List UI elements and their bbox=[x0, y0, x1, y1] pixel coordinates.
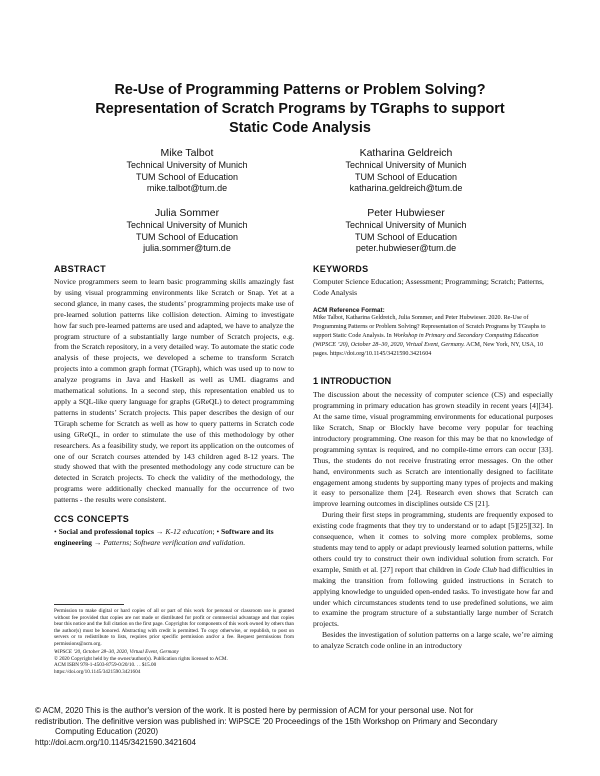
copyright-line: © 2020 Copyright held by the owner/author(s). Publication rights licensed to ACM. bbox=[54, 655, 228, 662]
ccs-subtopic: Patterns; Software verification and validation bbox=[103, 537, 244, 547]
author-affiliation: Technical University of Munich bbox=[345, 220, 467, 230]
acm-reference bbox=[313, 314, 553, 359]
author-block bbox=[87, 206, 287, 255]
ccs-subtopic: K-12 education bbox=[165, 527, 213, 537]
author-block bbox=[306, 206, 506, 255]
acm-reference-venue: Workshop in Primary and Secondary Computing Education (WiPSCE ’20), October 28–30, 2020, Virtual Event, Germany. bbox=[313, 333, 539, 349]
right-column bbox=[313, 264, 553, 652]
author-email: peter.hubwieser@tum.de bbox=[355, 243, 457, 253]
abstract-text bbox=[54, 277, 294, 506]
acm-reference-heading: ACM Reference Format: bbox=[313, 306, 385, 314]
author-email: mike.talbot@tum.de bbox=[146, 183, 228, 193]
author-school: TUM School of Education bbox=[354, 171, 458, 182]
permission-text: Permission to make digital or hard copies of all or part of this work for personal or classroom use is granted without fee provided that copies are not made or distributed for profit or commercial advantage and that copies bear this notice and the full citation on the first page. Copyrights for components of this work owned by others than the author(s) must be honored. Abstracting with credit is permitted. To copy otherwise, or republish, to post on servers or to redistribute to lists, requires prior specific permission and/or a fee. Request permissions from permissions@acm.org. bbox=[54, 608, 294, 647]
ccs-heading: CCS CONCEPTS bbox=[54, 514, 130, 525]
intro-paragraph: The discussion about the necessity of computer science (CS) and especially programming in primary education has grown steadily in recent years [4][34]. At the same time, visual programming environments for educational purposes like Scratch, Snap or Blockly have become very popular for teaching introductory programming. One reason for this may be that no knowledge of programming syntax is required, and no compile-time errors can occur [33]. Thus, the students do not receive frustrating error messages. On the other hand, environments such as Scratch are intentionally designed to facilitate engagement among students by supporting many types of projects and making it easy to personalize them [24]. Research even shows that Scratch can improve learning outcomes in disciplines outside CS [21]. bbox=[313, 390, 553, 509]
author-school: TUM School of Education bbox=[135, 171, 239, 182]
author-block bbox=[87, 146, 287, 195]
author-name: Julia Sommer bbox=[154, 207, 220, 219]
author-name: Peter Hubwieser bbox=[367, 207, 445, 219]
author-affiliation: Technical University of Munich bbox=[126, 220, 248, 230]
paper-title bbox=[40, 81, 560, 138]
author-email: julia.sommer@tum.de bbox=[143, 243, 231, 253]
introduction-text bbox=[313, 390, 553, 652]
title-line: Representation of Scratch Programs by TGraphs to support bbox=[95, 101, 505, 117]
author-affiliation: Technical University of Munich bbox=[345, 160, 467, 170]
doi-line: https://doi.org/10.1145/3421590.3421604 bbox=[54, 668, 141, 675]
ccs-topic: Social and professional topics bbox=[58, 527, 154, 537]
permission-block bbox=[54, 604, 294, 675]
title-line: Re-Use of Programming Patterns or Problem Solving? bbox=[114, 82, 486, 98]
author-name: Mike Talbot bbox=[160, 147, 214, 159]
author-school: TUM School of Education bbox=[135, 231, 239, 242]
footnote-rule bbox=[54, 604, 124, 605]
author-affiliation: Technical University of Munich bbox=[126, 160, 248, 170]
footer-line: Computing Education (2020) bbox=[55, 727, 159, 737]
keywords-heading: KEYWORDS bbox=[313, 264, 369, 274]
abstract-paragraph: Novice programmers seem to learn basic programming skills amazingly fast by using visual programming environments like Scratch or Snap. Yet at a second glance, in many cases, the students’ programming projects make use of pre-learned solution patterns like collision detection. Aiming to investigate how far such pre-learned patterns are used and adapted, we have to analyze the program structure of a substantially large number of Scratch projects, e.g. from the Scratch repository, in a very detailed way. To automate the static code analysis of these projects, we developed a scheme to transform Scratch projects into a common graph format (TGraph), which was used up to now to analyze programs in Java and Haskell as well as UML diagrams and mathematical solutions. In a second step, this representation enabled us to apply a SQL-like query language for graphs (GReQL) to detect programming patterns in students’ Scratch projects. This paper describes the design of our TGraph scheme for Scratch as well as how to query patterns in Scratch code using GReQL, in order to stimulate the use of this methodology by other researchers. As a feasibility study, we report its application on the outcomes of one of our Scratch courses attended by 143 children aged 8-12 years. The study showed that with the presented methodology any code structure can be detected in Scratch projects. To check the validity of the methodology, the programs were additionally checked manually for the occurrence of two patterns - the results were consistent. bbox=[54, 277, 294, 505]
introduction-heading: 1 INTRODUCTION bbox=[313, 376, 392, 387]
ccs-concepts: • Social and professional topics → K-12 education; • Software and its engineering → Patterns; Software verification and validation. bbox=[54, 527, 274, 547]
ccs-end: . bbox=[243, 537, 246, 547]
abstract-heading: ABSTRACT bbox=[54, 264, 106, 274]
author-block bbox=[306, 146, 506, 195]
ccs-arrow: → bbox=[155, 527, 164, 537]
isbn-line: ACM ISBN 978-1-4503-8759-0/20/10. . . $15.00 bbox=[54, 662, 157, 669]
intro-paragraph: Besides the investigation of solution patterns on a large scale, we’re aiming to analyze Scratch code online in an introductory bbox=[313, 630, 553, 651]
acm-reference-authors: Mike Talbot, Katharina Geldreich, Julia Sommer, and Peter Hubwieser. 2020. Re-Use of Programming Patterns or Problem Solving? Representation of Scratch Programs by TGraphs to support Static Code Analysis. In bbox=[313, 314, 546, 339]
intro-text-part: had difficulties in making the transition from following guided instructions in Scratch to applying knowledge to unguided open-ended tasks. To investigate how far and under which circumstances students tend to use predefined solutions, we aim to examine the program structure of a substantially large number of Scratch projects. bbox=[313, 564, 553, 629]
conference-line: WiPSCE ’20, October 28–30, 2020, Virtual Event, Germany bbox=[54, 649, 179, 656]
author-email: katharina.geldreich@tum.de bbox=[349, 183, 463, 193]
keywords-text: Computer Science Education; Assessment; Programming; Scratch; Patterns, Code Analysis bbox=[313, 277, 544, 297]
author-name: Katharina Geldreich bbox=[359, 147, 453, 159]
left-column bbox=[54, 264, 294, 549]
footer-link[interactable]: http://doi.acm.org/10.1145/3421590.3421604 bbox=[35, 738, 196, 748]
author-school: TUM School of Education bbox=[354, 231, 458, 242]
page-footer bbox=[35, 706, 570, 749]
acm-reference-rest: ACM, New York, NY, USA, 10 pages. https://doi.org/10.1145/3421590.3421604 bbox=[313, 342, 544, 358]
intro-italic-term: Code Club bbox=[463, 564, 497, 574]
ccs-topic: Software and its engineering bbox=[54, 527, 274, 547]
intro-paragraph bbox=[313, 510, 553, 630]
ccs-arrow: → bbox=[93, 537, 102, 547]
intro-text-part: During their first steps in programming, students are frequently exposed to existing code fragments that they try to understand or to adapt [5][25][32]. In consequence, when it comes to solving more complex problems, some students may tend to apply or adapt previously learned solution patterns, while others could try to construct their own individual solution from scratch. For example, Smith et al. [27] report that children in bbox=[313, 510, 553, 574]
footer-line: redistribution. The definitive version was published in: WiPSCE '20 Proceedings of the 15th Workshop on Primary and Secondary bbox=[35, 716, 498, 726]
footer-line: © ACM, 2020 This is the author's version of the work. It is posted here by permission of ACM for your personal use. Not for bbox=[35, 706, 474, 715]
title-line: Static Code Analysis bbox=[229, 120, 371, 136]
ccs-separator: ; • bbox=[212, 527, 220, 537]
